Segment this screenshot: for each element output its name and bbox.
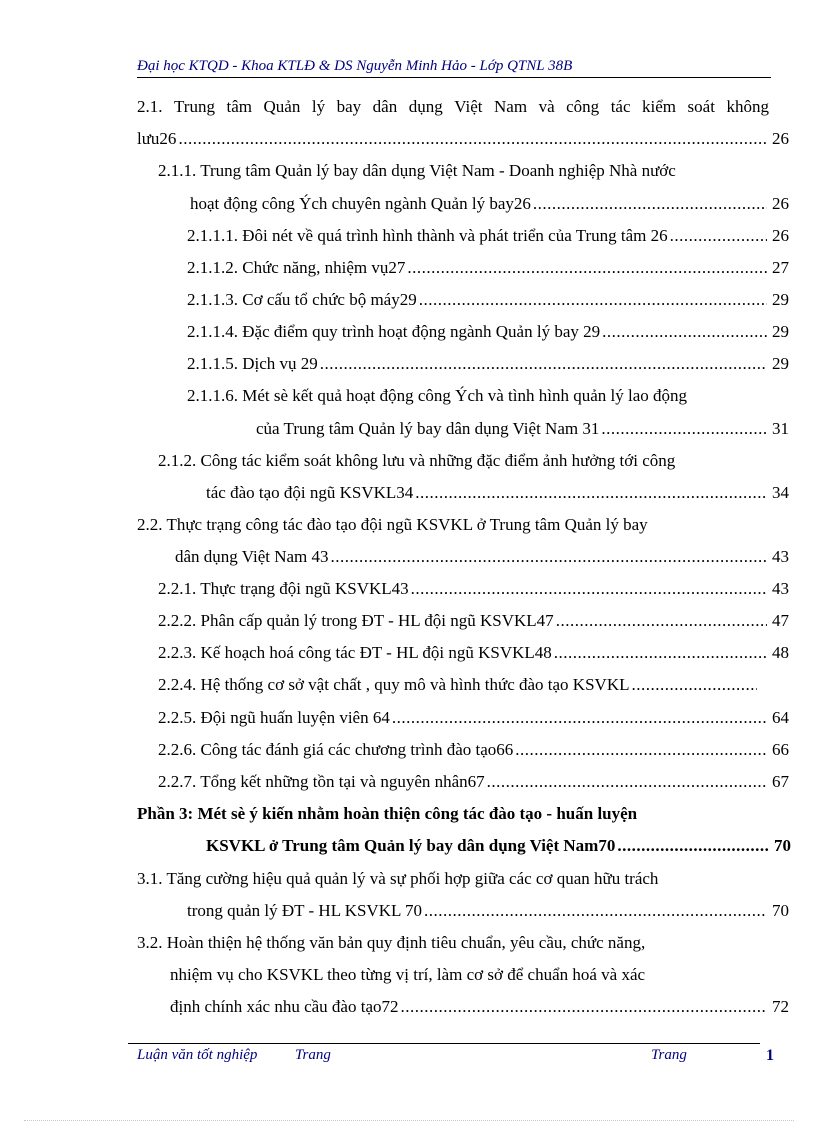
toc-entry[interactable] (206, 483, 789, 507)
toc-entry-text (137, 97, 769, 117)
toc-page-number: 31 (772, 419, 789, 438)
toc-word: tâm (226, 97, 252, 116)
toc-page-number: 27 (772, 258, 789, 277)
toc-entry-text: 2.2.5. Đội ngũ huấn luyện viên 64 (158, 708, 390, 727)
toc-entry-text: 3.2. Hoàn thiện hệ thống văn bản quy định tiêu chuẩn, yêu cầu, chức năng, (137, 933, 646, 952)
toc-word: Nam (494, 97, 528, 116)
toc-page-number: 29 (772, 354, 789, 373)
footer-left-label: Luận văn tốt nghiệp (137, 1047, 258, 1063)
footer-mid-label: Trang (295, 1047, 331, 1063)
toc-entry-text: 2.1.1.2. Chức năng, nhiệm vụ27 (187, 258, 406, 277)
toc-page-number: 26 (772, 226, 789, 245)
toc-entry[interactable] (158, 611, 789, 635)
page-bottom-dotted-rule (24, 1120, 794, 1121)
toc-entry[interactable] (187, 258, 789, 282)
toc-entry[interactable] (158, 451, 748, 475)
dot-leader (415, 483, 767, 503)
toc-entry-text: định chính xác nhu cầu đào tạo72 (170, 997, 399, 1016)
dot-leader (401, 997, 768, 1017)
toc-entry-text: của Trung tâm Quản lý bay dân dụng Việt Nam 31 (256, 419, 600, 438)
running-header: Đại học KTQD - Khoa KTLĐ & DS Nguyễn Minh Hảo - Lớp QTNL 38B (137, 58, 771, 78)
toc-page-number: 29 (772, 322, 789, 341)
toc-entry[interactable] (137, 129, 789, 153)
toc-page-number: 64 (772, 708, 789, 727)
toc-word: Việt (454, 97, 483, 116)
toc-entry-text: 2.1.1.5. Dịch vụ 29 (187, 354, 318, 373)
dot-leader (320, 354, 767, 374)
dot-leader (631, 675, 757, 695)
toc-entry[interactable] (137, 97, 769, 121)
toc-entry[interactable] (187, 901, 789, 925)
toc-entry-text: tác đào tạo đội ngũ KSVKL34 (206, 483, 414, 502)
toc-page-number: 43 (772, 547, 789, 566)
toc-entry[interactable] (137, 933, 717, 957)
dot-leader (331, 547, 767, 567)
toc-page-number: 34 (772, 483, 789, 502)
toc-word: tác (610, 97, 631, 116)
toc-entry-part[interactable] (206, 836, 791, 860)
toc-entry-text: lưu26 (137, 129, 177, 148)
toc-word: công (566, 97, 600, 116)
toc-entry-text: 2.1.1.3. Cơ cấu tổ chức bộ máy29 (187, 290, 417, 309)
toc-entry-text: hoạt động công Ých chuyên ngành Quản lý bay26 (190, 194, 531, 213)
toc-page-number: 43 (772, 579, 789, 598)
dot-leader (515, 740, 767, 760)
toc-word: soát (687, 97, 715, 116)
dot-leader (533, 194, 767, 214)
toc-entry[interactable] (158, 708, 789, 732)
toc-entry[interactable] (187, 226, 789, 250)
toc-entry-text: dân dụng Việt Nam 43 (175, 547, 329, 566)
toc-word: Trung (174, 97, 215, 116)
toc-page-number: 26 (772, 129, 789, 148)
toc-page-number: 66 (772, 740, 789, 759)
toc-entry-text: 2.2.4. Hệ thống cơ sở vật chất , quy mô và hình thức đào tạo KSVKL (158, 675, 630, 694)
toc-entry[interactable] (137, 515, 727, 539)
toc-entry-text: 3.1. Tăng cường hiệu quả quản lý và sự phối hợp giữa các cơ quan hữu trách (137, 869, 659, 888)
toc-word: dụng (408, 97, 443, 116)
toc-entry[interactable] (158, 740, 789, 764)
toc-entry-text: 2.1.1. Trung tâm Quản lý bay dân dụng Việt Nam - Doanh nghiệp Nhà nước (158, 161, 676, 180)
toc-entry[interactable] (137, 869, 737, 893)
toc-page-number: 26 (772, 194, 789, 213)
dot-leader (554, 643, 767, 663)
toc-entry-text: nhiệm vụ cho KSVKL theo từng vị trí, làm cơ sở để chuẩn hoá và xác (170, 965, 646, 984)
toc-entry[interactable] (190, 194, 789, 218)
toc-entry[interactable] (158, 675, 761, 699)
toc-entry-text: 2.2.1. Thực trạng đội ngũ KSVKL43 (158, 579, 409, 598)
toc-entry-text: 2.2.6. Công tác đánh giá các chương trình đào tạo66 (158, 740, 514, 759)
toc-word: và (538, 97, 555, 116)
toc-word: kiểm (642, 97, 677, 116)
dot-leader (178, 129, 767, 149)
toc-entry[interactable] (175, 547, 789, 571)
toc-entry[interactable] (170, 965, 720, 989)
dot-leader (487, 772, 767, 792)
toc-entry[interactable] (158, 579, 789, 603)
toc-word: không (726, 97, 769, 116)
toc-entry-part[interactable] (137, 804, 737, 828)
dot-leader (411, 579, 767, 599)
toc-word: dân (372, 97, 398, 116)
toc-entry-text: 2.1.1.4. Đặc điểm quy trình hoạt động ngành Quản lý bay 29 (187, 322, 601, 341)
toc-entry-text: 2.2.3. Kế hoạch hoá công tác ĐT - HL đội ngũ KSVKL48 (158, 643, 552, 662)
dot-leader (419, 290, 767, 310)
toc-entry[interactable] (256, 419, 789, 443)
dot-leader (670, 226, 767, 246)
toc-word: 2.1. (137, 97, 163, 116)
toc-entry-text: 2.2. Thực trạng công tác đào tạo đội ngũ KSVKL ở Trung tâm Quản lý bay (137, 515, 648, 534)
toc-entry[interactable] (187, 386, 757, 410)
toc-entry-text: 2.2.7. Tổng kết những tồn tại và nguyên nhân67 (158, 772, 485, 791)
toc-entry[interactable] (158, 772, 789, 796)
toc-entry-text: 2.1.1.6. Mét sè kết quả hoạt động công Ých và tình hình quản lý lao động (187, 386, 687, 405)
toc-entry-text: 2.1.2. Công tác kiểm soát không lưu và những đặc điểm ảnh hưởng tới công (158, 451, 676, 470)
toc-page-number: 48 (772, 643, 789, 662)
toc-entry[interactable] (170, 997, 789, 1021)
toc-entry-text: Phần 3: Mét sè ý kiến nhằm hoàn thiện công tác đào tạo - huấn luyện (137, 804, 638, 823)
toc-page-number: 67 (772, 772, 789, 791)
toc-word: Quản (263, 97, 301, 116)
toc-page-number: 47 (772, 611, 789, 630)
dot-leader (424, 901, 767, 921)
toc-word: bay (336, 97, 362, 116)
toc-page-number: 72 (772, 997, 789, 1016)
dot-leader (601, 419, 767, 439)
toc-entry[interactable] (158, 161, 748, 185)
dot-leader (556, 611, 767, 631)
footer-divider (128, 1043, 760, 1044)
toc-entry[interactable] (158, 643, 789, 667)
toc-word: lý (311, 97, 326, 116)
toc-entry[interactable] (187, 322, 789, 346)
dot-leader (392, 708, 767, 728)
toc-page-number: 29 (772, 290, 789, 309)
dot-leader (617, 836, 769, 856)
toc-entry[interactable] (187, 354, 789, 378)
footer-right-label: Trang (651, 1047, 687, 1063)
toc-entry-text: trong quản lý ĐT - HL KSVKL 70 (187, 901, 422, 920)
toc-page-number: 70 (774, 836, 791, 855)
toc-entry-text: KSVKL ở Trung tâm Quản lý bay dân dụng Việt Nam70 (206, 836, 616, 855)
dot-leader (407, 258, 767, 278)
dot-leader (602, 322, 767, 342)
toc-entry[interactable] (187, 290, 789, 314)
footer-page-number: 1 (766, 1047, 774, 1064)
toc-entry-text: 2.2.2. Phân cấp quản lý trong ĐT - HL đội ngũ KSVKL47 (158, 611, 554, 630)
toc-page-number: 70 (772, 901, 789, 920)
toc-entry-text: 2.1.1.1. Đôi nét về quá trình hình thành và phát triển của Trung tâm 26 (187, 226, 668, 245)
